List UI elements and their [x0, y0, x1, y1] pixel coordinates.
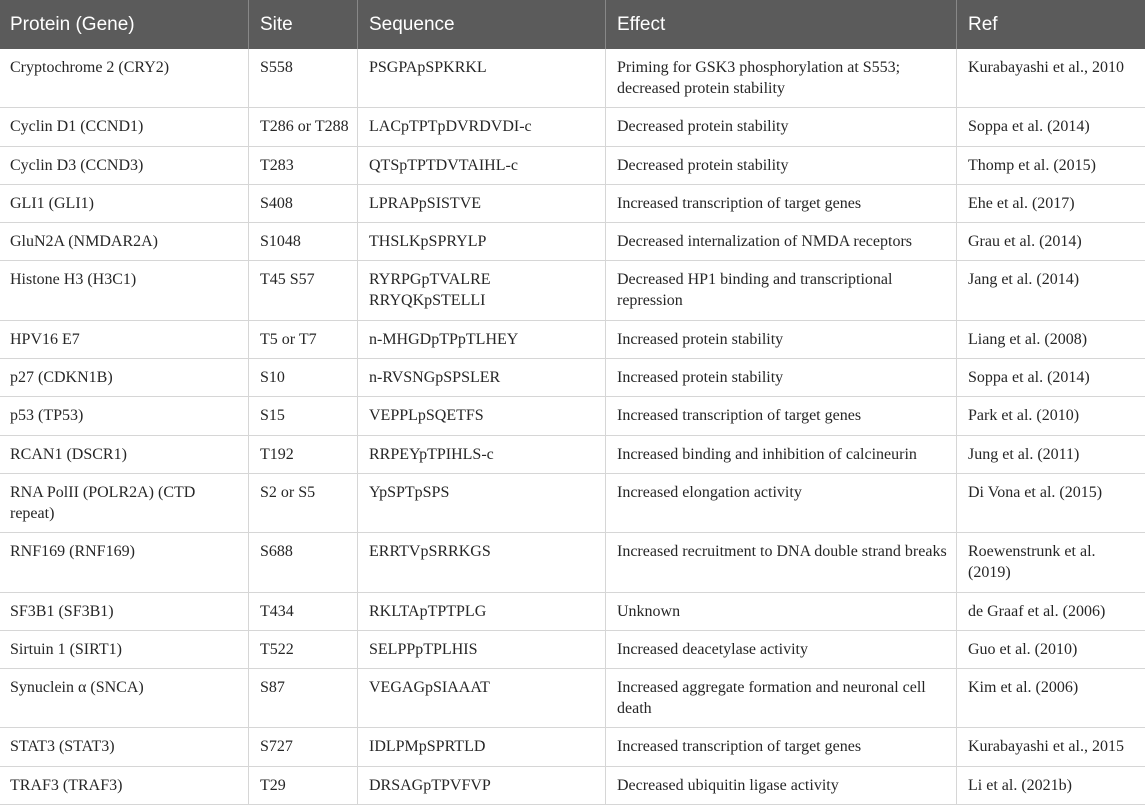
- table-row: [0, 669, 1145, 728]
- cell-sequence: VEPPLpSQETFS: [358, 397, 606, 434]
- table-header: [0, 0, 1145, 49]
- cell-effect: Decreased HP1 binding and transcriptional repression: [606, 261, 957, 319]
- cell-protein: p27 (CDKN1B): [0, 359, 249, 396]
- table-row: [0, 533, 1145, 592]
- header-sequence: Sequence: [358, 0, 606, 49]
- cell-sequence: THSLKpSPRYLP: [358, 223, 606, 260]
- cell-effect: Unknown: [606, 593, 957, 630]
- cell-effect: Increased transcription of target genes: [606, 185, 957, 222]
- cell-sequence: PSGPApSPKRKL: [358, 49, 606, 107]
- cell-sequence: VEGAGpSIAAAT: [358, 669, 606, 727]
- cell-sequence: YpSPTpSPS: [358, 474, 606, 532]
- cell-site: S2 or S5: [249, 474, 358, 532]
- cell-ref: Grau et al. (2014): [968, 233, 1082, 251]
- cell-ref: Li et al. (2021b): [968, 776, 1072, 794]
- table-row: [0, 49, 1145, 108]
- cell-effect: Increased protein stability: [606, 359, 957, 396]
- header-ref: Ref: [968, 14, 998, 35]
- cell-ref: Jung et al. (2011): [968, 445, 1080, 463]
- cell-ref: Park et al. (2010): [968, 407, 1080, 425]
- cell-protein: GLI1 (GLI1): [0, 185, 249, 222]
- cell-effect: Priming for GSK3 phosphorylation at S553; decreased protein stability: [606, 49, 957, 107]
- cell-site: S688: [249, 533, 358, 591]
- cell-site: T192: [249, 436, 358, 473]
- cell-ref: Guo et al. (2010): [968, 640, 1078, 658]
- cell-sequence: RKLTApTPTPLG: [358, 593, 606, 630]
- cell-site: T286 or T288: [249, 108, 358, 145]
- table-row: [0, 359, 1145, 397]
- header-protein-gene: Protein (Gene): [0, 0, 249, 49]
- cell-ref: de Graaf et al. (2006): [968, 602, 1106, 620]
- cell-ref: Thomp et al. (2015): [968, 156, 1096, 174]
- cell-site: S10: [249, 359, 358, 396]
- cell-ref: Kurabayashi et al., 2010: [968, 59, 1124, 76]
- cell-ref: Kurabayashi et al., 2015: [968, 738, 1124, 756]
- cell-site: S408: [249, 185, 358, 222]
- header-effect: Effect: [606, 0, 957, 49]
- cell-effect: Decreased internalization of NMDA receptors: [606, 223, 957, 260]
- table-row: [0, 261, 1145, 320]
- cell-site: S727: [249, 728, 358, 765]
- cell-sequence: n-RVSNGpSPSLER: [358, 359, 606, 396]
- cell-site: T434: [249, 593, 358, 630]
- cell-sequence: n-MHGDpTPpTLHEY: [358, 321, 606, 358]
- header-site: Site: [249, 0, 358, 49]
- cell-sequence: DRSAGpTPVFVP: [358, 767, 606, 804]
- cell-ref: Soppa et al. (2014): [968, 118, 1090, 136]
- table-row: [0, 593, 1145, 631]
- cell-site: T45 S57: [249, 261, 358, 319]
- table-row: [0, 147, 1145, 185]
- cell-effect: Increased recruitment to DNA double strand breaks: [606, 533, 957, 591]
- table-row: [0, 767, 1145, 805]
- cell-protein: GluN2A (NMDAR2A): [0, 223, 249, 260]
- cell-effect: Increased elongation activity: [606, 474, 957, 532]
- cell-ref: Liang et al. (2008): [968, 330, 1088, 348]
- cell-site: S558: [249, 49, 358, 107]
- table-row: [0, 474, 1145, 533]
- cell-protein: Synuclein α (SNCA): [0, 669, 249, 727]
- cell-sequence: ERRTVpSRRKGS: [358, 533, 606, 591]
- table-row: [0, 397, 1145, 435]
- cell-effect: Decreased protein stability: [606, 147, 957, 184]
- cell-site: T522: [249, 631, 358, 668]
- cell-effect: Increased transcription of target genes: [606, 728, 957, 765]
- cell-protein: p53 (TP53): [0, 397, 249, 434]
- table-row: [0, 631, 1145, 669]
- table-row: [0, 108, 1145, 146]
- cell-protein: HPV16 E7: [0, 321, 249, 358]
- cell-protein: RCAN1 (DSCR1): [0, 436, 249, 473]
- cell-sequence: IDLPMpSPRTLD: [358, 728, 606, 765]
- cell-effect: Decreased protein stability: [606, 108, 957, 145]
- cell-effect: Increased transcription of target genes: [606, 397, 957, 434]
- cell-site: S87: [249, 669, 358, 727]
- cell-protein: Histone H3 (H3C1): [0, 261, 249, 319]
- cell-site: S1048: [249, 223, 358, 260]
- cell-protein: Cyclin D1 (CCND1): [0, 108, 249, 145]
- cell-protein: SF3B1 (SF3B1): [0, 593, 249, 630]
- table-row: [0, 185, 1145, 223]
- cell-ref: Soppa et al. (2014): [968, 369, 1090, 387]
- table-row: [0, 223, 1145, 261]
- cell-ref: Kim et al. (2006): [968, 679, 1079, 697]
- cell-effect: Increased deacetylase activity: [606, 631, 957, 668]
- cell-sequence: LPRAPpSISTVE: [358, 185, 606, 222]
- cell-protein: Cryptochrome 2 (CRY2): [0, 49, 249, 107]
- cell-sequence: LACpTPTpDVRDVDI-c: [358, 108, 606, 145]
- cell-effect: Increased aggregate formation and neuronal cell death: [606, 669, 957, 727]
- cell-ref: Jang et al. (2014): [968, 271, 1080, 289]
- cell-sequence: RYRPGpTVALRE RRYQKpSTELLI: [358, 261, 606, 319]
- cell-site: T5 or T7: [249, 321, 358, 358]
- cell-effect: Decreased ubiquitin ligase activity: [606, 767, 957, 804]
- table-row: [0, 728, 1145, 766]
- cell-ref: Di Vona et al. (2015): [968, 483, 1103, 501]
- cell-sequence: RRPEYpTPIHLS-c: [358, 436, 606, 473]
- table-row: [0, 436, 1145, 474]
- cell-site: T283: [249, 147, 358, 184]
- cell-protein: TRAF3 (TRAF3): [0, 767, 249, 804]
- cell-site: S15: [249, 397, 358, 434]
- table-row: [0, 321, 1145, 359]
- cell-protein: RNF169 (RNF169): [0, 533, 249, 591]
- cell-protein: Cyclin D3 (CCND3): [0, 147, 249, 184]
- cell-protein: RNA PolII (POLR2A) (CTD repeat): [0, 474, 249, 532]
- cell-sequence: QTSpTPTDVTAIHL-c: [358, 147, 606, 184]
- cell-effect: Increased binding and inhibition of calcineurin: [606, 436, 957, 473]
- cell-sequence: SELPPpTPLHIS: [358, 631, 606, 668]
- cell-protein: STAT3 (STAT3): [0, 728, 249, 765]
- cell-protein: Sirtuin 1 (SIRT1): [0, 631, 249, 668]
- cell-ref: Roewenstrunk et al. (2019): [968, 543, 1096, 582]
- cell-site: T29: [249, 767, 358, 804]
- cell-effect: Increased protein stability: [606, 321, 957, 358]
- cell-ref: Ehe et al. (2017): [968, 194, 1075, 212]
